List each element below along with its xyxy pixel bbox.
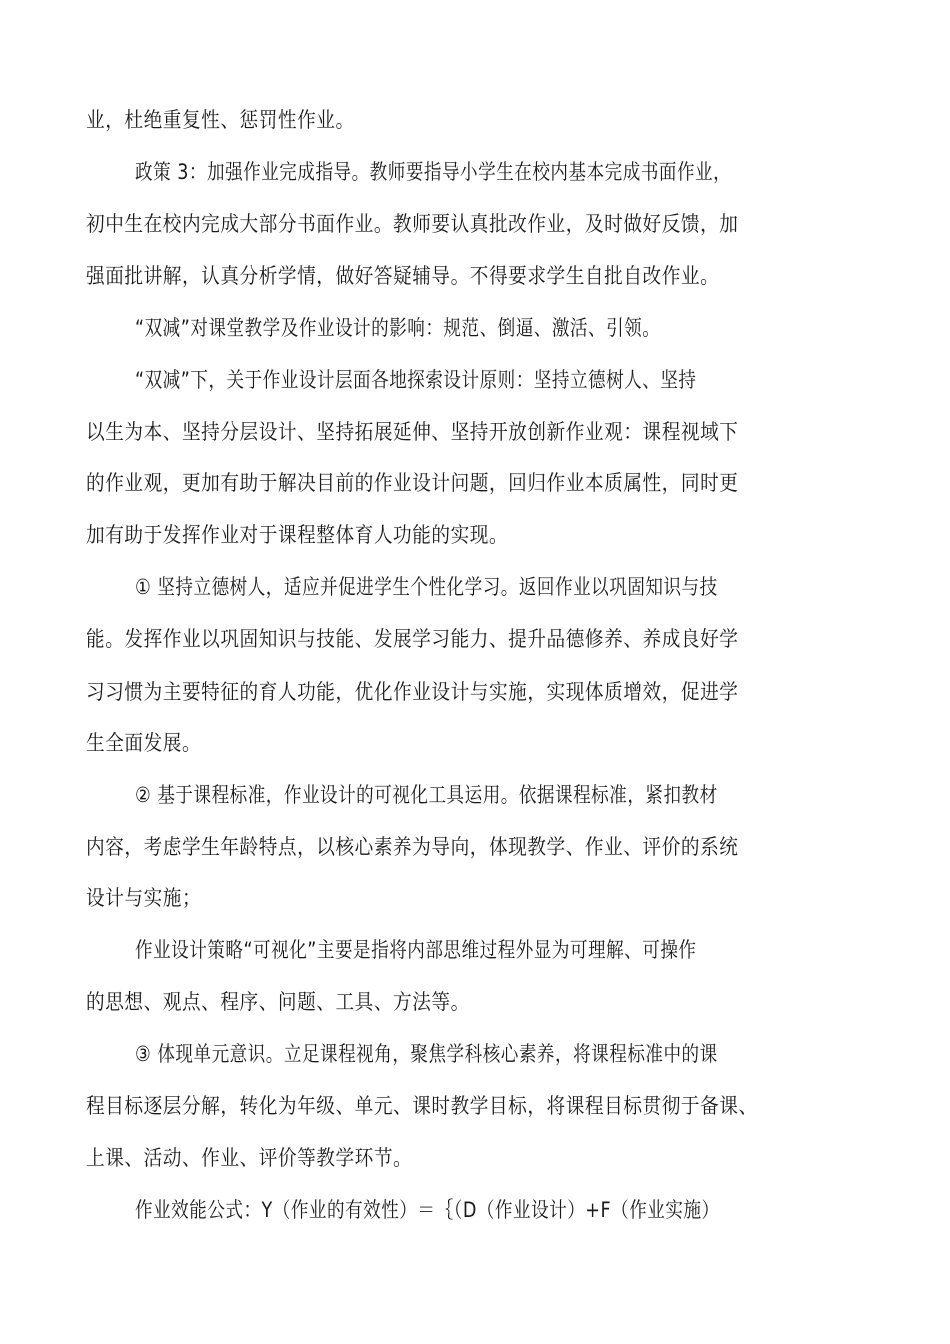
text-line-15: 内容，考虑学生年龄特点，以核心素养为导向，体现教学、作业、评价的系统 (86, 835, 739, 859)
text-line-7: 以生为本、坚持分层设计、坚持拓展延伸、坚持开放创新作业观：课程视域下 (86, 420, 739, 444)
text-line-9: 加有助于发挥作业对于课程整体育人功能的实现。 (86, 523, 509, 547)
text-line-3: 初中生在校内完成大部分书面作业。教师要认真批改作业，及时做好反馈，加 (86, 212, 739, 236)
text-line-10: ① 坚持立德树人，适应并促进学生个性化学习。返回作业以巩固知识与技 (135, 575, 718, 599)
text-line-8: 的作业观，更加有助于解决目前的作业设计问题，回归作业本质属性，同时更 (86, 471, 739, 495)
text-line-5: “双减”对课堂教学及作业设计的影响：规范、倒逼、激活、引领。 (135, 316, 661, 340)
text-line-21: 上课、活动、作业、评价等教学环节。 (86, 1146, 413, 1170)
text-line-4: 强面批讲解，认真分析学情，做好答疑辅导。不得要求学生自批自改作业。 (86, 264, 720, 288)
text-line-17: 作业设计策略“可视化”主要是指将内部思维过程外显为可理解、可操作 (135, 938, 697, 962)
text-line-20: 程目标逐层分解，转化为年级、单元、课时教学目标，将课程目标贯彻于备课、 (86, 1094, 758, 1118)
text-line-1: 业，杜绝重复性、惩罚性作业。 (86, 108, 355, 132)
text-line-16: 设计与实施； (86, 886, 202, 910)
text-line-14: ② 基于课程标准，作业设计的可视化工具运用。依据课程标准，紧扣教材 (135, 783, 718, 807)
text-line-13: 生全面发展。 (86, 731, 202, 755)
text-line-22: 作业效能公式：Y（作业的有效性）＝｛（D（作业设计）+F（作业实施） (135, 1198, 720, 1222)
text-line-11: 能。发挥作业以巩固知识与技能、发展学习能力、提升品德修养、养成良好学 (86, 627, 739, 651)
text-line-12: 习习惯为主要特征的育人功能，优化作业设计与实施，实现体质增效，促进学 (86, 680, 739, 704)
text-line-6: “双减”下，关于作业设计层面各地探索设计原则：坚持立德树人、坚持 (135, 368, 697, 392)
text-line-19: ③ 体现单元意识。立足课程视角，聚焦学科核心素养，将课程标准中的课 (135, 1042, 718, 1066)
text-line-18: 的思想、观点、程序、问题、工具、方法等。 (86, 990, 470, 1014)
text-line-2: 政策 3：加强作业完成指导。教师要指导小学生在校内基本完成书面作业， (135, 160, 732, 184)
